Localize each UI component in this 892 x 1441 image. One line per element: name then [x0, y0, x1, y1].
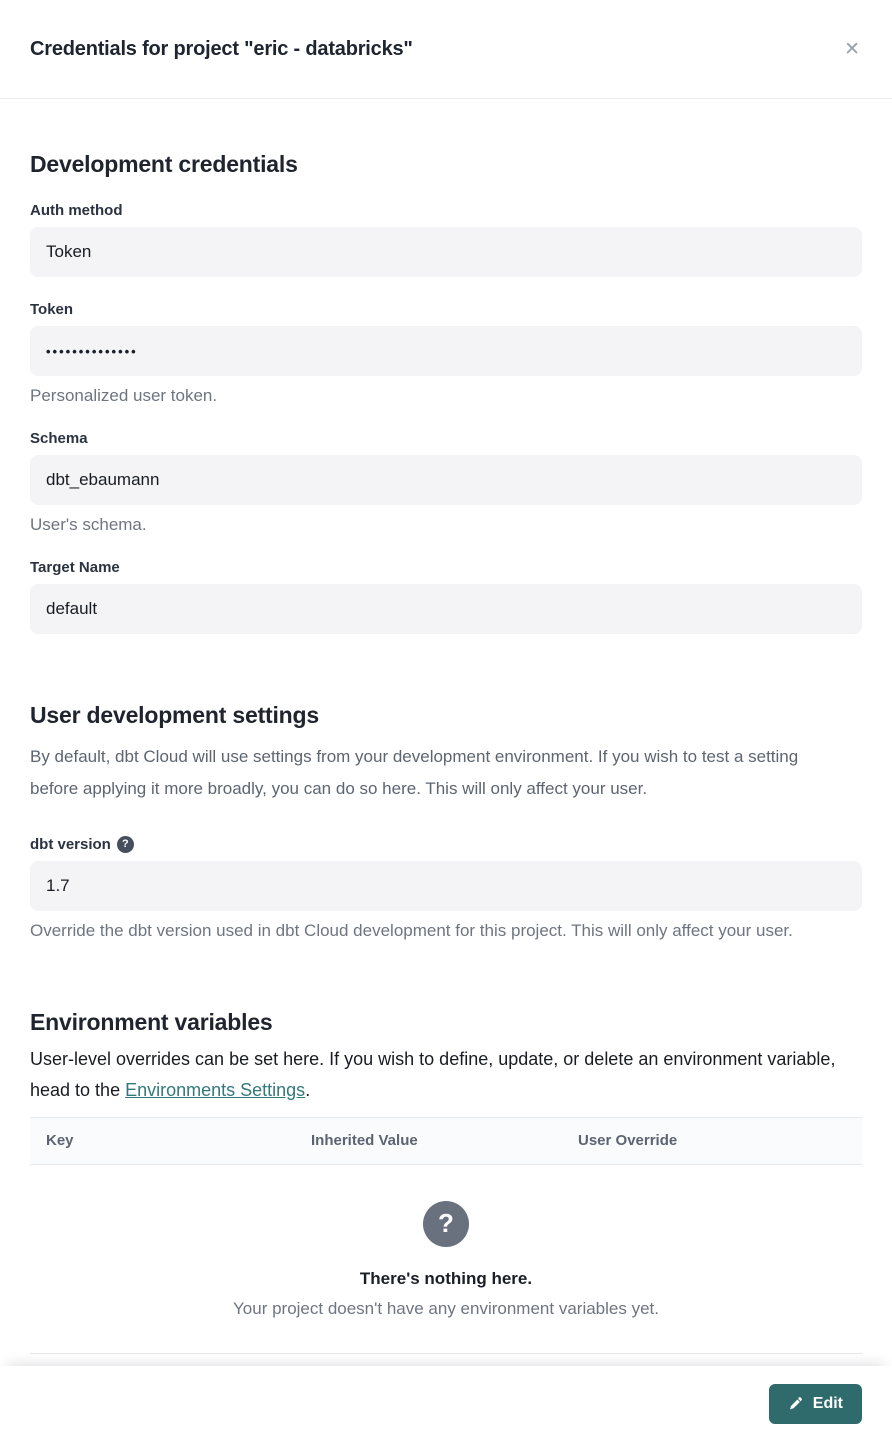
env-var-table-header	[30, 1117, 862, 1165]
env-description-period: .	[305, 1080, 311, 1101]
target-name-field	[30, 584, 862, 634]
dbt-version-label: dbt version	[30, 835, 111, 853]
section-development-credentials	[30, 151, 862, 634]
schema-value: dbt_ebaumann	[46, 470, 160, 489]
empty-state	[30, 1165, 862, 1319]
auth-method-field	[30, 227, 862, 277]
close-button[interactable]	[838, 34, 866, 65]
page-title: Credentials for project "eric - databricks"	[30, 37, 413, 60]
dbt-version-label-row	[30, 836, 862, 853]
question-mark-icon: ?	[423, 1201, 469, 1247]
schema-group	[30, 430, 862, 535]
development-credentials-heading: Development credentials	[30, 151, 298, 177]
token-label: Token	[30, 301, 74, 318]
auth-method-value: Token	[46, 242, 92, 261]
bottom-divider	[30, 1353, 862, 1354]
schema-field	[30, 455, 862, 505]
target-name-value: default	[46, 599, 98, 618]
modal-header	[0, 0, 892, 99]
column-header-user-override: User Override	[578, 1132, 678, 1150]
schema-helper: User's schema.	[30, 515, 147, 534]
token-field	[30, 326, 862, 376]
modal-body	[0, 99, 892, 1366]
target-name-group	[30, 559, 862, 634]
token-masked-value: ••••••••••••••	[46, 343, 138, 359]
column-header-key: Key	[46, 1132, 74, 1150]
edit-button-label: Edit	[812, 1394, 843, 1412]
pencil-icon	[788, 1396, 803, 1411]
help-icon[interactable]: ?	[117, 836, 134, 853]
user-development-settings-description: By default, dbt Cloud will use settings from your development environment. If you wish to test a setting before applying it more broadly, you can do so here. This will only affect your user.	[30, 747, 799, 799]
auth-method-label: Auth method	[30, 202, 123, 219]
environment-variables-description	[30, 1044, 860, 1107]
target-name-label: Target Name	[30, 559, 120, 576]
schema-label: Schema	[30, 430, 88, 447]
environments-settings-link[interactable]: Environments Settings	[125, 1080, 306, 1101]
column-header-inherited-value: Inherited Value	[311, 1132, 418, 1150]
environment-variables-heading: Environment variables	[30, 1008, 273, 1035]
empty-state-title: There's nothing here.	[359, 1268, 533, 1288]
token-helper: Personalized user token.	[30, 386, 218, 405]
dbt-version-group	[30, 836, 862, 941]
close-icon: ✕	[844, 38, 860, 60]
modal-footer	[0, 1366, 892, 1441]
token-group	[30, 301, 862, 406]
section-environment-variables	[30, 1009, 862, 1354]
user-development-settings-heading: User development settings	[30, 702, 319, 728]
dbt-version-helper: Override the dbt version used in dbt Cloud development for this project. This will only affect your user.	[30, 920, 793, 940]
env-description-text: User-level overrides can be set here. If you wish to define, update, or delete an environment variable, head to the	[30, 1048, 836, 1101]
section-user-development-settings	[30, 702, 862, 941]
dbt-version-value: 1.7	[46, 875, 70, 895]
auth-method-group	[30, 202, 862, 277]
edit-button[interactable]	[769, 1384, 862, 1424]
dbt-version-field	[30, 861, 862, 911]
empty-state-subtitle: Your project doesn't have any environment variables yet.	[233, 1298, 659, 1318]
